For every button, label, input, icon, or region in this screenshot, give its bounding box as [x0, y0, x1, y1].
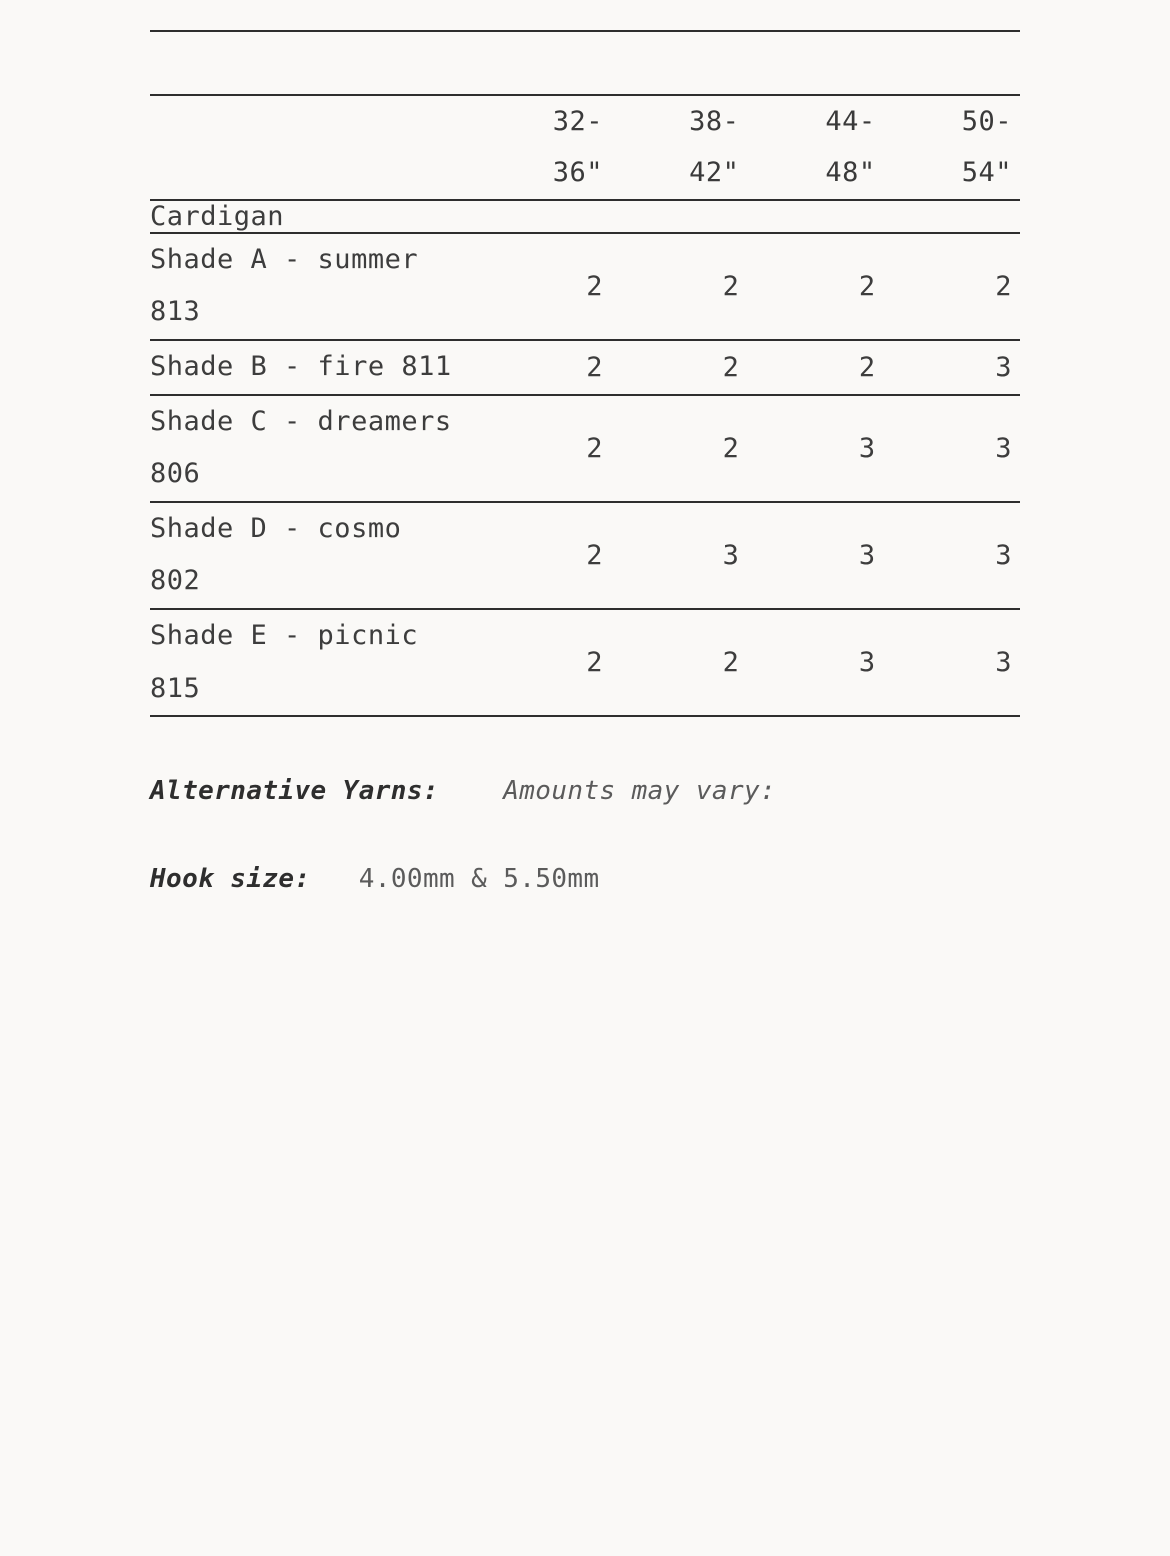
header-size-1 — [475, 96, 611, 200]
table-row — [150, 395, 1020, 502]
top-spacer — [150, 0, 1020, 30]
row-label-shade-a: Shade A - summer 813 — [150, 233, 475, 340]
row-1-value-2: 2 — [747, 340, 883, 395]
header-size-1-line1: 32- — [552, 106, 604, 137]
row-0-value-3: 2 — [884, 233, 1020, 340]
header-size-2-line2: 42" — [689, 157, 740, 189]
row-label-shade-e: Shade E - picnic 815 — [150, 609, 475, 715]
row-2-value-3: 3 — [884, 395, 1020, 502]
header-size-3 — [747, 96, 883, 200]
header-size-1-line2: 36" — [552, 157, 604, 189]
table-header-row — [150, 96, 1020, 200]
row-0-value-2: 2 — [747, 233, 883, 340]
row-label-shade-c: Shade C - dreamers 806 — [150, 395, 475, 502]
rule-gap — [150, 32, 1020, 94]
row-4-value-3: 3 — [884, 609, 1020, 715]
header-size-3-line1: 44- — [825, 106, 876, 137]
row-1-value-3: 3 — [884, 340, 1020, 395]
note-1-lead: Hook size: — [150, 864, 311, 895]
note-hook-size — [150, 853, 1020, 905]
note-alternative-yarns — [150, 765, 1020, 817]
note-0-tail: Amounts may vary: — [503, 776, 777, 807]
row-2-value-0: 2 — [475, 395, 611, 502]
header-size-2 — [611, 96, 747, 200]
header-size-4 — [884, 96, 1020, 200]
row-3-value-1: 3 — [611, 502, 747, 609]
note-0-lead: Alternative Yarns: — [150, 776, 439, 807]
header-size-4-line2: 54" — [961, 157, 1012, 189]
row-1-value-0: 2 — [475, 340, 611, 395]
row-0-value-1: 2 — [611, 233, 747, 340]
header-size-2-line1: 38- — [689, 106, 740, 137]
row-4-value-2: 3 — [747, 609, 883, 715]
table-section-row — [150, 200, 1020, 233]
note-1-plain: 4.00mm & 5.50mm — [358, 864, 600, 895]
row-label-shade-b: Shade B - fire 811 — [150, 340, 475, 395]
table-row — [150, 340, 1020, 395]
table-row — [150, 233, 1020, 340]
table-row — [150, 609, 1020, 715]
row-2-value-1: 2 — [611, 395, 747, 502]
header-size-3-line2: 48" — [825, 157, 876, 189]
row-3-value-0: 2 — [475, 502, 611, 609]
row-3-value-2: 3 — [747, 502, 883, 609]
row-4-value-1: 2 — [611, 609, 747, 715]
row-4-value-0: 2 — [475, 609, 611, 715]
row-1-value-1: 2 — [611, 340, 747, 395]
notes-section — [150, 717, 1020, 905]
header-blank-cell — [150, 96, 475, 200]
row-0-value-0: 2 — [475, 233, 611, 340]
table-row — [150, 502, 1020, 609]
row-label-shade-d: Shade D - cosmo 802 — [150, 502, 475, 609]
row-2-value-2: 3 — [747, 395, 883, 502]
section-title: Cardigan — [150, 200, 1020, 233]
header-size-4-line1: 50- — [961, 106, 1012, 137]
row-3-value-3: 3 — [884, 502, 1020, 609]
yarn-quantity-table — [150, 96, 1020, 715]
